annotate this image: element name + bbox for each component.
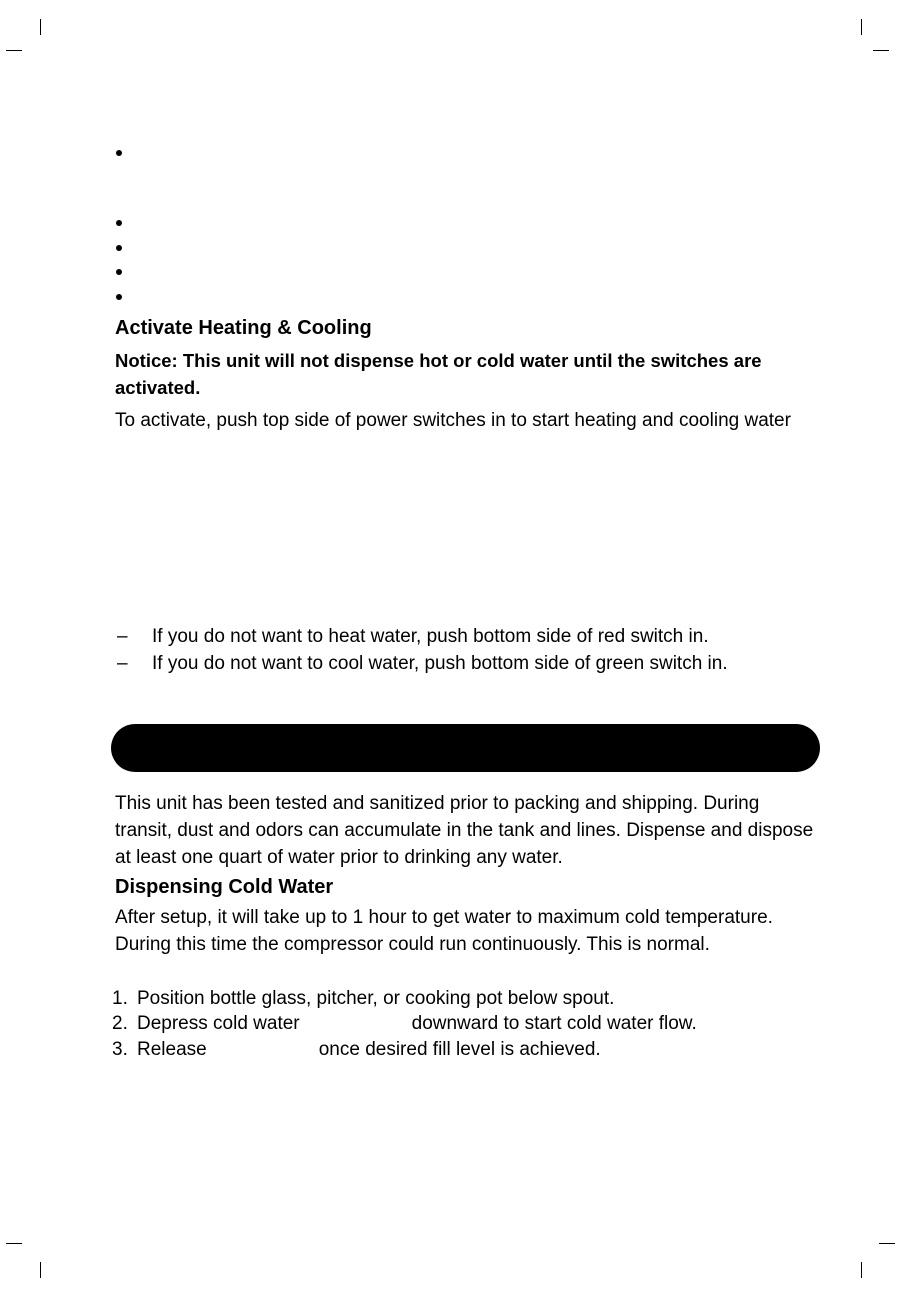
option-item — [117, 651, 728, 677]
notice-text: Notice: This unit will not dispense hot or cold water until the switches are activated. — [115, 350, 762, 398]
step-item — [112, 1011, 697, 1037]
crop-mark — [873, 50, 889, 51]
section-heading: Dispensing Cold Water — [115, 876, 334, 898]
option-text: If you do not want to cool water, push bottom side of green switch in. — [152, 653, 728, 674]
step-number: 2. — [112, 1013, 128, 1034]
setup-paragraph: After setup, it will take up to 1 hour to get water to maximum cold temperature. During this time the compressor could run continuously. This is normal. — [115, 907, 773, 955]
step-text: Release — [137, 1039, 207, 1060]
step-text: Depress cold water — [137, 1013, 300, 1034]
intro-paragraph: This unit has been tested and sanitized prior to packing and shipping. During transit, dust and odors can accumulate in the tank and lines. Dispense and dispose at least one quart of water prior to drinking any water. — [115, 793, 814, 868]
step-number: 3. — [112, 1039, 128, 1060]
bullet-point — [116, 245, 122, 251]
crop-mark — [6, 1243, 22, 1244]
crop-mark — [861, 19, 862, 35]
step-text: downward to start cold water flow. — [411, 1013, 697, 1034]
bullet-point — [116, 294, 122, 300]
option-text: If you do not want to heat water, push bottom side of red switch in. — [152, 626, 709, 647]
dash-marker: – — [117, 653, 128, 674]
activation-instruction: To activate, push top side of power switches in to start heating and cooling water — [115, 410, 791, 431]
step-item — [112, 1037, 601, 1063]
bullet-point — [116, 150, 122, 156]
crop-mark — [6, 50, 22, 51]
crop-mark — [879, 1243, 895, 1244]
option-item — [117, 624, 709, 650]
step-item — [112, 986, 614, 1012]
step-text: once desired fill level is achieved. — [318, 1039, 601, 1060]
crop-mark — [40, 19, 41, 35]
section-heading: Activate Heating & Cooling — [115, 317, 372, 339]
bullet-point — [116, 220, 122, 226]
bullet-point — [116, 269, 122, 275]
section-banner — [111, 724, 820, 772]
crop-mark — [40, 1262, 41, 1278]
step-number: 1. — [112, 988, 128, 1009]
crop-mark — [861, 1262, 862, 1278]
dash-marker: – — [117, 626, 128, 647]
step-text: Position bottle glass, pitcher, or cooking pot below spout. — [137, 988, 615, 1009]
